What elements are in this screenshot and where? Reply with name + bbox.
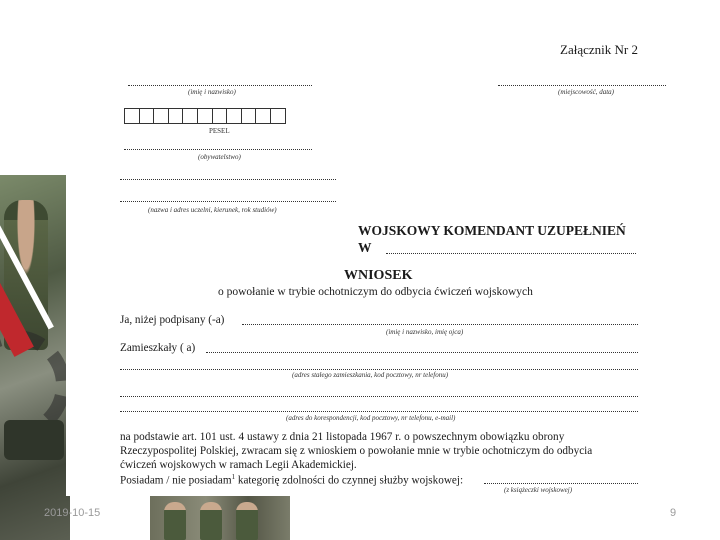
- signed-label: Ja, niżej podpisany (-a): [120, 314, 225, 326]
- pesel-digit-box[interactable]: [197, 108, 213, 124]
- residence-field-line-1[interactable]: [206, 352, 638, 353]
- form-title: WNIOSEK: [344, 268, 413, 283]
- paragraph-line-2: Rzeczypospolitej Polskiej, zwracam się z wnioskiem o powołanie mnie w trybie ochotniczym do odbycia: [120, 445, 593, 457]
- university-field-line-2[interactable]: [120, 201, 336, 202]
- residence-caption: (adres stałego zamieszkania, kod pocztowy, nr telefonu): [292, 371, 449, 379]
- university-caption: (nazwa i adres uczelni, kierunek, rok studiów): [148, 206, 277, 214]
- paragraph-line-3: ćwiczeń wojskowych w ramach Legii Akademickiej.: [120, 459, 357, 471]
- paragraph-line-1: na podstawie art. 101 ust. 4 ustawy z dnia 21 listopada 1967 r. o powszechnym obowiązku obrony: [120, 431, 565, 443]
- name-field-line[interactable]: [128, 85, 312, 86]
- pesel-digit-box[interactable]: [124, 108, 140, 124]
- university-field-line-1[interactable]: [120, 179, 336, 180]
- residence-field-line-2[interactable]: [120, 369, 638, 370]
- place-date-field-line[interactable]: [498, 85, 666, 86]
- place-date-caption: (miejscowość, data): [558, 88, 614, 96]
- form-subtitle: o powołanie w trybie ochotniczym do odbycia ćwiczeń wojskowych: [218, 286, 533, 298]
- correspondence-field-line-1[interactable]: [120, 396, 638, 397]
- military-vehicle: [4, 420, 64, 460]
- residence-label: Zamieszkały ( a): [120, 342, 196, 354]
- pesel-digit-box[interactable]: [182, 108, 198, 124]
- correspondence-caption: (adres do korespondencji, kod pocztowy, nr telefonu, e-mail): [286, 414, 456, 422]
- soldier-figure: [164, 502, 186, 540]
- signed-caption: (imię i nazwisko, imię ojca): [386, 328, 464, 336]
- pesel-digit-box[interactable]: [241, 108, 257, 124]
- soldier-figure: [200, 502, 222, 540]
- citizenship-field-line[interactable]: [124, 149, 312, 150]
- pesel-digit-box[interactable]: [153, 108, 169, 124]
- application-form: [66, 0, 696, 496]
- citizenship-caption: (obywatelstwo): [198, 153, 241, 161]
- recipient-city-field-line[interactable]: [386, 253, 636, 254]
- soldiers-photo-strip: [150, 496, 290, 540]
- footer-date: 2019-10-15: [44, 507, 101, 519]
- annex-label: Załącznik Nr 2: [560, 42, 638, 57]
- pesel-digit-box[interactable]: [168, 108, 184, 124]
- pesel-digit-box[interactable]: [255, 108, 271, 124]
- pesel-digit-box[interactable]: [139, 108, 155, 124]
- signed-field-line[interactable]: [242, 324, 638, 325]
- page-number: 9: [670, 507, 677, 519]
- pesel-digit-box[interactable]: [212, 108, 228, 124]
- recipient-line1: WOJSKOWY KOMENDANT UZUPEŁNIEŃ: [358, 223, 626, 238]
- pesel-label: PESEL: [209, 127, 230, 135]
- pesel-digit-box[interactable]: [226, 108, 242, 124]
- soldier-figure: [236, 502, 258, 540]
- recipient-line2: W: [358, 240, 372, 255]
- name-caption: (imię i nazwisko): [188, 88, 236, 96]
- fitness-caption: (z książeczki wojskowej): [504, 486, 573, 494]
- decorative-background: [0, 0, 70, 540]
- correspondence-field-line-2[interactable]: [120, 411, 638, 412]
- fitness-label: Posiadam / nie posiadam$^1$ kategorię zdolności do czynnej służby wojskowej:: [120, 473, 464, 487]
- pesel-digit-box[interactable]: [270, 108, 286, 124]
- fitness-field-line[interactable]: [484, 483, 638, 484]
- pesel-boxes[interactable]: [124, 108, 285, 124]
